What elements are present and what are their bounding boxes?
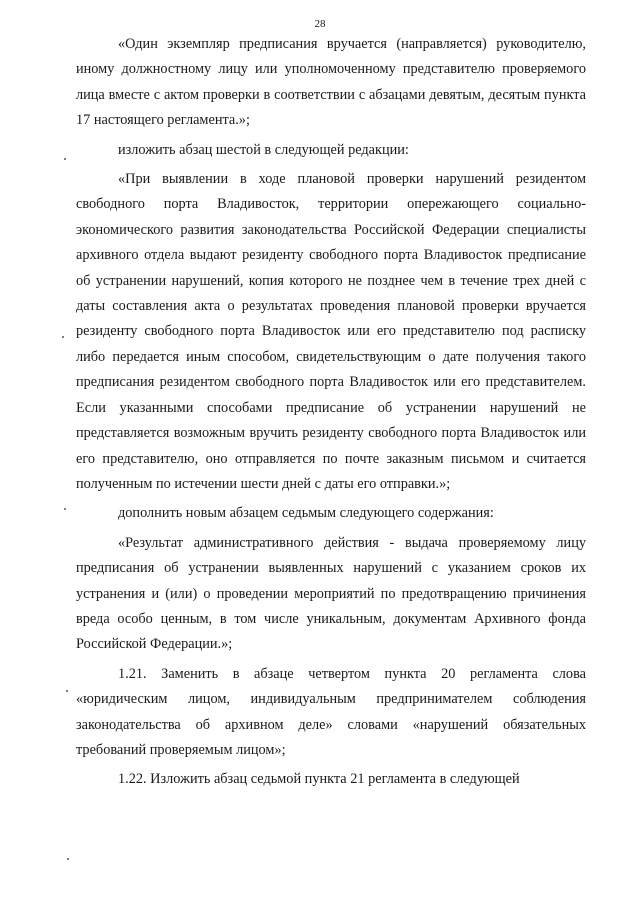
paragraph-item-1-21: 1.21. Заменить в абзаце четвертом пункта 20 регламента слова «юридическим лицом, индивидуальным предпринимателем соблюдения законодательства об архивном деле» словами «нарушений обязательных требований проверяемым лицом»; bbox=[76, 665, 586, 758]
scan-speck bbox=[62, 336, 64, 338]
scan-speck bbox=[67, 858, 69, 860]
scan-speck bbox=[66, 690, 68, 692]
paragraph-action-result: «Результат административного действия - выдача проверяемому лицу предписания об устранении выявленных нарушений с указанием сроков их устранения и (или) о проведении мероприятий по предотвращению причинения вреда особо ценным, в том числе уникальным, документам Архивного фонда Российской Федерации.»; bbox=[76, 534, 586, 653]
scan-speck bbox=[64, 508, 66, 510]
paragraph-copy-delivery: «Один экземпляр предписания вручается (направляется) руководителю, иному должностному лицу или уполномоченному представителю проверяемого лица вместе с актом проверки в соответствии с абзацами девятым, десятым пункта 17 настоящего регламента.»; bbox=[76, 36, 586, 129]
document-body bbox=[76, 32, 586, 793]
scan-speck bbox=[64, 158, 66, 160]
paragraph-amend-sixth: изложить абзац шестой в следующей редакции: bbox=[118, 141, 409, 158]
paragraph-violation-notice: «При выявлении в ходе плановой проверки нарушений резидентом свободного порта Владивосток, территории опережающего социально-экономического развития законодательства Российской Федерации специалисты архивного отдела выдают резиденту свободного порта Владивосток предписание об устранении нарушений, копия которого не позднее чем в течение трех дней с даты составления акта о результатах проведения плановой проверки вручается резиденту свободного порта Владивосток или его представителю под расписку либо передается иным способом, свидетельствующим о дате получения такого предписания резидентом свободного порта Владивосток или его представителем. Если указанными способами предписание об устранении нарушений не представляется возможным вручить резиденту свободного порта Владивосток или его представителю, оно отправляется по почте заказным письмом и считается полученным по истечении шести дней с даты его отправки.»; bbox=[76, 171, 586, 492]
page-number: 28 bbox=[314, 18, 326, 30]
paragraph-add-seventh: дополнить новым абзацем седьмым следующего содержания: bbox=[118, 505, 494, 522]
paragraph-item-1-22: 1.22. Изложить абзац седьмой пункта 21 регламента в следующей bbox=[118, 771, 520, 788]
